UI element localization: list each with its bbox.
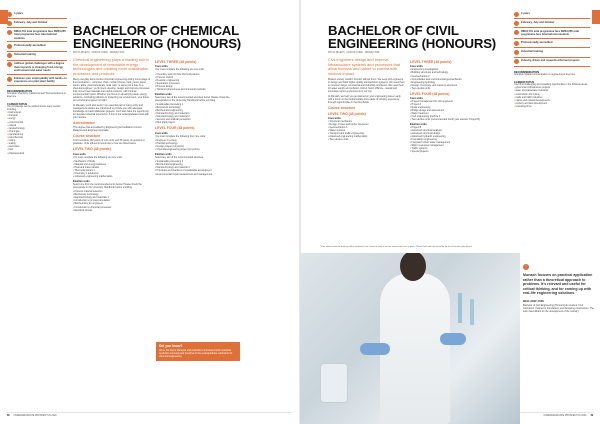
section-heading: Course structure	[328, 105, 356, 110]
did-you-know-box	[156, 342, 240, 361]
info-row	[7, 42, 67, 51]
page-number: 38	[7, 415, 10, 417]
list-item: • Geomechanics 2	[410, 75, 487, 78]
list-item: • construction and mining	[514, 94, 590, 97]
level-heading: LEVEL THREE (48 points)	[155, 60, 197, 64]
career-paths-label: CAREER PATHS	[7, 102, 28, 106]
info-row	[514, 58, 590, 67]
list-item: • Transport phenomena and numerical methods.	[155, 88, 232, 91]
right-footer	[543, 415, 593, 417]
right-info-column	[514, 10, 590, 109]
unit-list	[410, 68, 487, 89]
elective-intro: Select any two of the recommended electives below. Please check the prerequisites in the University Handbook before enrolling.	[155, 95, 230, 102]
list-item: • Transport and traffic engineering	[328, 132, 405, 135]
list-item: • electronics	[7, 146, 67, 149]
list-item: • Project management for civil engineers	[410, 100, 487, 103]
core-units-label: Core units	[73, 152, 86, 156]
info-text: Professionally accredited	[521, 40, 553, 44]
star-icon	[7, 77, 12, 82]
list-item: • Engineering hydrology	[410, 81, 487, 84]
list-item: • government infrastructure projects	[514, 87, 590, 90]
list-item: • petrochemical	[7, 137, 67, 140]
course-code: MTF13 (BCE/H) · CRICOS CODE · N84/MQY/008	[328, 52, 380, 54]
info-row	[7, 19, 67, 28]
list-item: • consulting firms.	[514, 106, 590, 109]
list-item: • Advanced hydraulic engineering	[410, 135, 487, 138]
info-row	[7, 28, 67, 42]
footer-text: UNDERGRADUATE PROSPECTUS 2020	[13, 415, 57, 417]
list-item: • Nanotechnology and material 1	[155, 112, 232, 115]
elective-units-label: Elective units	[155, 92, 172, 96]
test-tube	[470, 299, 474, 325]
list-item: • nanotechnology	[7, 128, 67, 131]
accreditation-text: This degree has accredited by Engineering Accreditation Council Malaysia and Engineers Australia.	[73, 126, 142, 133]
info-text: February, July and October	[521, 20, 555, 24]
money-icon	[514, 30, 519, 35]
testimonial-quote: Monash focuses on practical application rather than a theoretical approach to problems. It's relevant and useful for critical thinking, and for coming up with real-life engineering solutions.	[523, 273, 593, 295]
lead-paragraph: Civil engineers design and improve infrastructure systems and processes that allow humans and nature to coexist with minimal impact.	[328, 57, 401, 76]
list-item: • Sustainable processing 1	[155, 103, 232, 106]
money-icon	[7, 30, 12, 35]
info-text: Industrial training	[14, 53, 36, 57]
info-row	[514, 10, 590, 19]
glove	[440, 333, 466, 345]
core-units-label: Core units	[328, 117, 341, 121]
career-list	[7, 112, 67, 155]
elective-intro: Select one from the recommended units below. Please check the prerequisite in the University Handbook before enrolling.	[73, 182, 142, 189]
calendar-icon	[514, 21, 519, 26]
core-units-label: Core units	[410, 97, 423, 101]
info-row	[514, 19, 590, 28]
globe-icon	[7, 62, 12, 67]
right-column-2	[410, 58, 487, 155]
list-item: • Two elective units	[410, 87, 487, 90]
list-item: • Road engineering	[410, 106, 487, 109]
star-icon	[514, 59, 519, 64]
list-item: • oil and gas	[7, 131, 67, 134]
right-column-1	[328, 58, 405, 155]
page-number: 39	[590, 415, 593, 417]
unit-list	[155, 139, 232, 151]
list-item: • Advanced engineering mathematics.	[73, 175, 150, 178]
list-item: • Material and energy balances	[73, 163, 150, 166]
elective-footnote: * Your elective units for level two will be finalised in the course of study to ensure relevant ones are in place. Please check with the school for the list of elective units offered.	[320, 246, 473, 248]
list-item: • Electrical circuits	[73, 209, 150, 212]
unit-list	[155, 73, 232, 91]
list-item: • Chemical engineering project (12 points).	[155, 148, 232, 151]
list-item: • mining	[7, 140, 67, 143]
left-column-1	[73, 58, 150, 213]
list-item: • Water treatment	[410, 112, 487, 115]
industry-icon	[514, 50, 519, 55]
list-item: • Project A	[410, 103, 487, 106]
list-item: • Reaction engineering	[155, 79, 232, 82]
core-units-label: Core units	[155, 65, 168, 69]
career-list	[514, 87, 590, 109]
unit-list	[328, 120, 405, 141]
list-item: • Sustainable processing 2	[155, 160, 232, 163]
list-item: • Building structures and technology	[410, 71, 487, 74]
elective-intro: Select any two of the recommended electives:	[155, 155, 204, 159]
list-item: • Design project (12 points)	[155, 145, 232, 148]
career-paths-text: Your knowledge can be applied across many sectors, including:	[7, 106, 62, 112]
left-footer	[7, 415, 57, 417]
info-row	[514, 28, 590, 39]
level-heading: LEVEL FOUR (48 points)	[410, 91, 450, 96]
recommendation-text: Complete Chemistry 1 advanced and Thermodynamics at level one.	[7, 92, 66, 98]
career-paths-text: You'll find challenging and rewarding opportunities in the following areas:	[514, 84, 588, 87]
list-item: • property and land development	[514, 103, 590, 106]
list-item: • Nanotechnology and materials 1	[73, 196, 150, 199]
test-tube	[458, 293, 462, 323]
intro-paragraph: Modern society couldn't function without them. We need civil engineers to design and build higher-quality transportation systems. We need them to construct larger commercial and industrial complexes. We need them for water supply and pollution control, flood, offshore, coastal and innovative report environments in our city.	[328, 78, 405, 94]
list-item: • chemical	[7, 115, 67, 118]
list-item: • Biochemistry for engineers	[73, 202, 150, 205]
left-info-column	[7, 10, 67, 156]
list-item: • manufacturing	[7, 134, 67, 137]
list-item: • Thermodynamics 1	[73, 169, 150, 172]
list-item: • Mechanics of fluids	[73, 160, 150, 163]
list-item: • Traffic systems	[410, 147, 487, 150]
page-title: BACHELOR OF CIVIL ENGINEERING (HONOURS)	[328, 23, 496, 51]
page-title: BACHELOR OF CHEMICAL ENGINEERING (HONOURS)	[73, 23, 241, 51]
level-heading: LEVEL FOUR (48 points)	[155, 126, 195, 131]
structure-text: You'll complete 192 points of core units and 36 points of electives to graduate. Units offered in levels two to four are listed below.	[73, 139, 145, 146]
list-item: • Nanotechnology and material 2	[155, 115, 232, 118]
badge-icon	[514, 41, 519, 46]
info-text: 4 years	[521, 11, 530, 15]
level-heading: LEVEL TWO (48 points)	[73, 147, 111, 152]
list-item: • food	[7, 149, 67, 152]
lab-bottle	[320, 363, 348, 403]
list-item: • Groundwater and environmental geomechanics	[410, 78, 487, 81]
left-content-columns	[73, 58, 232, 213]
list-item: • Two elective units	[328, 138, 405, 141]
core-units-label: Core units	[410, 65, 423, 69]
testimonial-name: BEH HOW JUIN	[523, 298, 544, 303]
elective-units-label: Elective units	[73, 179, 90, 183]
info-text: Industrial training	[521, 49, 543, 53]
list-item: • mineral	[7, 125, 67, 128]
unit-list	[410, 126, 487, 153]
list-item: • Water resources management	[410, 144, 487, 147]
list-item: • biochemical	[7, 112, 67, 115]
testimonial	[523, 264, 595, 313]
list-item: • Introduction to process simulation	[73, 199, 150, 202]
testimonial-description: Bachelor of Civil Engineering (Honours) Ex-student: Civil Contractor. Inclined to foundations and designing construction. The team has brilliant for the development of the industry.	[523, 303, 594, 313]
list-item: • Biochemical engineering	[155, 109, 232, 112]
list-item: • Pant/lab technology	[155, 142, 232, 145]
left-page-tab	[0, 10, 8, 24]
footer-text: UNDERGRADUATE PROSPECTUS 2020	[543, 415, 587, 417]
list-item: • Design of steel and timber structures	[328, 123, 405, 126]
list-item: • Project B	[410, 126, 487, 129]
lab-photo	[300, 253, 520, 424]
elective-units-label: Elective units	[410, 122, 427, 126]
intro-paragraph: At Monash, you'll also work in an essential part of many entity and management studies are introduced to provide you with adequate knowledge on basic Malaysian projects. You'll also have the opportunity to integrate industrial experience. A few of our undergraduates land with your studies.	[73, 103, 149, 119]
list-item: • Two elective units (recommended fourth year elective: Project B)	[410, 118, 487, 121]
core-units-label: Core units	[155, 131, 168, 135]
course-code: MTF13 (BCE/H) · CRICOS CODE · N84/MQY/010	[73, 52, 125, 54]
intro-paragraph: At Monash, we help you get started on your engineering career early with a focus on the fundamentals and a taste of industry experience through opportunities in the third fields.	[328, 94, 401, 104]
unit-list	[73, 190, 150, 211]
level-heading: LEVEL THREE (48 points)	[410, 60, 452, 64]
right-page-tab	[592, 10, 600, 24]
industry-icon	[7, 53, 12, 58]
list-item: • marine and coastal developments	[514, 100, 590, 103]
info-row	[7, 75, 67, 86]
list-item: • Engineering investigation	[410, 68, 487, 71]
list-item: • Structural mechanics	[328, 120, 405, 123]
list-item: • Process control	[155, 76, 232, 79]
list-item: • water and wastewater industries	[514, 90, 590, 93]
info-text: RM44,701 total programme fees RM64,265 total programme fees International students	[521, 29, 579, 37]
student-figure	[380, 273, 450, 424]
did-you-know-text: We're the first in Malaysia and Australia to introduce fourth industrial revolution concepts and practices in the undergraduate curriculum for chemical engineering.	[159, 349, 233, 359]
unit-list	[410, 100, 487, 121]
info-row	[514, 48, 590, 57]
info-text: Professionally accredited	[14, 44, 46, 48]
list-item: • environmental	[7, 122, 67, 125]
did-you-know-title: Did you know?	[159, 344, 183, 348]
unit-list	[73, 160, 150, 178]
lead-paragraph: Chemical engineering plays a leading role in the development of renewable energy technologies and creating more sustainable processes and products.	[73, 57, 150, 76]
info-text: Address global challenges with a degree that responds to changing food, energy, environment and water needs	[14, 62, 65, 73]
recommendation-label: RECOMMENDATION	[7, 89, 33, 93]
core-intro: You must complete the following four core units:	[155, 134, 206, 138]
list-item: • Chemistry 1 advanced	[73, 172, 150, 175]
list-item: • Biochemical engineering	[155, 163, 232, 166]
list-item: • roads and traffic industries	[514, 97, 590, 100]
list-item: • Process material selection	[73, 190, 150, 193]
badge-icon	[7, 44, 12, 49]
info-text: 4 years	[14, 11, 23, 15]
list-item: • Principles and practices of sustainable development	[155, 169, 232, 172]
list-item: • Pilot plant project.	[155, 121, 232, 124]
list-item: • Heat and mass transfer	[73, 166, 150, 169]
list-item: • Engineer in society	[155, 139, 232, 142]
clock-icon	[514, 12, 519, 17]
info-row	[7, 52, 67, 61]
list-item: • Bioprocess technology	[73, 193, 150, 196]
info-row	[514, 39, 590, 48]
list-item: • Bioprocess technology	[155, 106, 232, 109]
list-item: • Bridge design and assessment	[410, 109, 487, 112]
list-item: • Integrated urban water management	[410, 141, 487, 144]
list-item: • Introduction to chemical processes	[73, 206, 150, 209]
right-content-columns	[328, 58, 487, 155]
list-item: • Foundation engineering	[410, 138, 487, 141]
info-text: February, July and October	[14, 20, 48, 24]
info-text: RM44,701 total programme fees RM64,265 total programme fees International students	[14, 29, 66, 40]
section-heading: Course structure	[73, 134, 101, 139]
level-heading: LEVEL TWO (48 points)	[328, 111, 366, 116]
info-text: Enhance your employability with hands-on experience at a pilot plant facility	[14, 76, 67, 83]
left-column-2	[155, 58, 232, 213]
list-item: • Nanotechnology and material 3	[155, 166, 232, 169]
list-item: • Geomechanics 1	[328, 126, 405, 129]
list-item: • Design of concrete and masonry structures	[410, 84, 487, 87]
list-item: • Advanced structural design	[410, 132, 487, 135]
list-item: • pharmaceutical.	[7, 153, 67, 156]
list-item: • Civil engineering practice 4	[410, 115, 487, 118]
section-heading: Accreditation	[73, 121, 95, 125]
unit-list	[155, 160, 232, 175]
info-row	[7, 10, 67, 19]
quote-icon: “	[523, 264, 529, 270]
info-row	[7, 61, 67, 75]
list-item: • energy	[7, 118, 67, 121]
list-item: • Advanced structural analysis	[410, 129, 487, 132]
list-item: • Separation processes	[155, 82, 232, 85]
core-intro: You must complete the following six core units:	[73, 155, 123, 159]
list-item: • Chemistry and unit flow thermodynamics	[155, 73, 232, 76]
recommendation-text: Complete Spatial communication in engineering at level one.	[514, 74, 576, 77]
unit-list	[155, 103, 232, 124]
recommendation-label: RECOMMENDATION	[514, 70, 540, 74]
list-item: • Advanced engineering mathematics	[328, 135, 405, 138]
list-item: • Environmental impact assessment and management.	[155, 173, 232, 176]
list-item: • Sensors and artificial perception	[155, 118, 232, 121]
list-item: • Water systems	[328, 129, 405, 132]
list-item: • scaling	[7, 143, 67, 146]
elective-units-label: Elective units	[155, 152, 172, 156]
info-text: Industry-driven and research-informed projects	[521, 59, 580, 63]
career-paths-label: CAREER PATHS	[514, 81, 535, 85]
intro-paragraph: Many everyday items involve chemical engineering during some stage of their production – computer chips, mobile phones, food, petrol, paper, sports, attire, pharmaceuticals, solar cells, to name just a few. As a chemical engineer, you'll invent, develop, design and improve processes that convert raw materials into useful products, with minimal environmental impact. Whether you focus on developing clean energy solutions, combating pollution or protecting our environment, your future as a chemical engineer is bright.	[73, 78, 150, 103]
list-item: • Special projects	[410, 150, 487, 153]
glove	[360, 343, 390, 355]
list-item: • Process design	[155, 85, 232, 88]
core-intro: You must complete the following six core units:	[155, 68, 205, 72]
